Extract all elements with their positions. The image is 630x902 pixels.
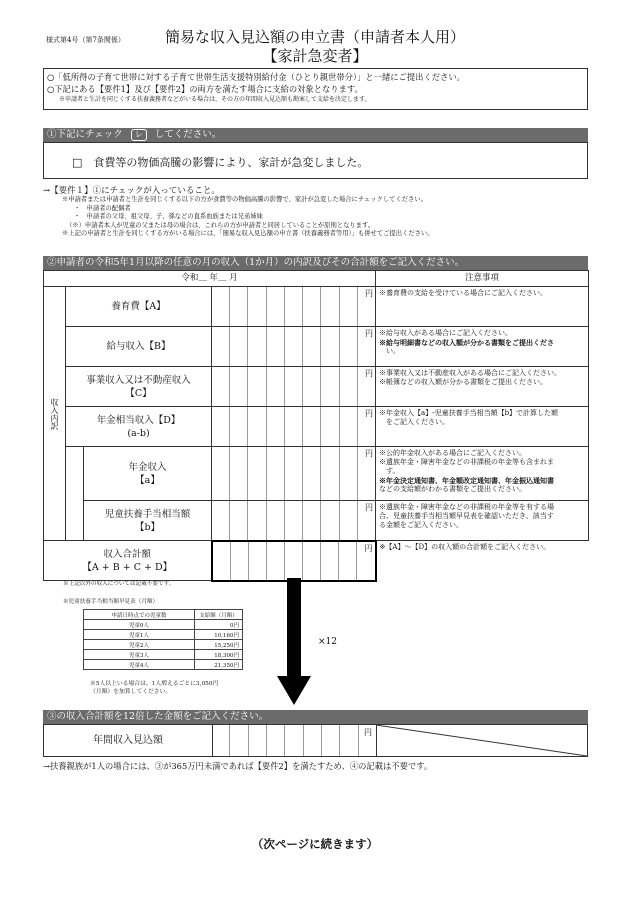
- intro-line-2: ○下記にある【要件1】及び【要件2】の両方を満たす場合に支給の対象となります。: [47, 84, 363, 94]
- section1-header-pre: ①下記にチェック: [47, 129, 123, 140]
- down-arrow-icon: [277, 578, 311, 706]
- section1-box: [43, 142, 588, 179]
- continued-label: （次ページに続きます）: [251, 837, 379, 851]
- row-business-notes: ※事業収入又は不動産収入がある場合にご記入ください。 ※帳簿などの収入額が分かる書類をご提出ください。: [376, 367, 589, 407]
- quick-table-header: 支給額（月額）: [195, 610, 243, 620]
- quick-table-note: ※5人以上いる場合は、1人増えるごとに3,050円 （月額）を加算してください。: [90, 681, 219, 695]
- row-business-amount[interactable]: 円: [212, 367, 376, 407]
- quick-table-cell: 児童2人: [84, 640, 195, 650]
- quick-table-cell: 15,250円: [195, 640, 243, 650]
- multiplier-label: ×12: [318, 637, 337, 647]
- row-alimony-notes: ※養育費の支給を受けている場合にご記入ください。: [376, 287, 589, 327]
- notes-column-header: 注意事項: [376, 271, 589, 287]
- section1-note: （※）申請者本人が児童の父または母の場合は、これらの方が申請者と同居していることが原則となります。: [66, 221, 375, 229]
- quick-table-cell: 10,160円: [195, 630, 243, 640]
- footnote-other-income: ※上記以外の収入については記載不要です。: [63, 581, 175, 587]
- row-salary-amount[interactable]: 円: [212, 327, 376, 367]
- section2-header: ②申請者の令和5年1月以降の任意の月の収入（1か月）の内訳及びその合計額をご記入ください。: [43, 256, 588, 270]
- intro-line-1: ○「低所得の子育て世帯に対する子育て世帯生活支援特別給付金（ひとり親世帯分）」と一緒にご提出ください。: [47, 72, 465, 82]
- row-business-label: 事業収入又は不動産収入 【C】: [66, 367, 212, 407]
- requirement-1: →【要件１】①にチェックが入っていること。: [43, 186, 220, 196]
- income-side-label: 収入内訳: [44, 287, 66, 541]
- check-mark-icon: レ: [131, 129, 147, 141]
- row-child-allowance-amount[interactable]: 円: [212, 501, 376, 541]
- child-allowance-quick-table: [83, 609, 243, 670]
- annual-income-box: [43, 724, 588, 757]
- row-total-label: 収入合計額 【A + B + C + D】: [44, 541, 212, 581]
- row-pension-equiv-label: 年金相当収入【D】 (a-b): [66, 407, 212, 447]
- quick-table-cell: 児童1人: [84, 630, 195, 640]
- section1-note: ・ 申請者の配偶者: [74, 204, 131, 212]
- row-pension-notes: ※公的年金収入がある場合にご記入ください。 ※遺族年金・障害年金などの非課税の年金等も含まれま す。 ※年金決定通知書、年金額改定通知書、年金振込通知書 などの支給額がわかる書類をご提出ください。: [376, 447, 589, 501]
- section3-header: ③の収入合計額を12倍した金額をご記入ください。: [43, 710, 588, 724]
- row-child-allowance-notes: ※遺族年金・障害年金などの非課税の年金等を有する場 合、児童扶養手当相当額早見表を確認いただき、該当す る金額をご記入ください。: [376, 501, 589, 541]
- row-pension-equiv-notes: ※年金収入【a】-児童扶養手当相当額【b】で計算した額 をご記入ください。: [376, 407, 589, 447]
- hardship-checkbox[interactable]: □ 食費等の物価高騰の影響により、家計が急変しました。: [72, 156, 369, 169]
- row-pension-label: 年金収入 【a】: [84, 447, 212, 501]
- annual-income-label: 年間収入見込額: [44, 725, 213, 756]
- strike-diagonal: [376, 725, 587, 756]
- section1-note: ・ 申請者の父母、祖父母、子、孫などの直系血族または兄弟姉妹: [74, 213, 263, 220]
- row-total-notes: ※【A】～【D】の収入額の合計額をご記入ください。: [376, 541, 589, 581]
- quick-table-header: 申請日時点での児童数: [84, 610, 195, 620]
- row-alimony-amount[interactable]: 円: [212, 287, 376, 327]
- quick-table-cell: 0円: [195, 620, 243, 630]
- quick-table-cell: 児童0人: [84, 620, 195, 630]
- section1-note: ※上記の申請者と生計を同じくする方がいる場合には、「簡易な収入見込額の申立書（扶養義務者等用）」も併せてご提出ください。: [62, 230, 434, 237]
- annual-income-yen: 円: [364, 728, 372, 737]
- page-subtitle: 【家計急変者】: [262, 47, 368, 65]
- row-pension-equiv-amount[interactable]: 円: [212, 407, 376, 447]
- row-child-allowance-label: 児童扶養手当相当額 【b】: [84, 501, 212, 541]
- page-title: 簡易な収入見込額の申立書（申請者本人用）: [164, 28, 465, 46]
- section1-header: [43, 128, 588, 142]
- section1-note: ※申請者または申請者と生計を同じくする以下の方が食費等の物価高騰の影響で、家計が急変した場合にチェックしてください。: [62, 196, 427, 203]
- section1-header-post: してください。: [154, 129, 222, 140]
- intro-box: [43, 68, 588, 110]
- row-alimony-label: 養育費【A】: [66, 287, 212, 327]
- annual-income-amount[interactable]: [212, 725, 377, 756]
- quick-table-cell: 児童4人: [84, 660, 195, 670]
- indent-cell: [66, 447, 84, 541]
- row-pension-amount[interactable]: 円: [212, 447, 376, 501]
- requirement-2: →扶養親族が1人の場合には、③が365万円未満であれば【要件2】を満たすため、④の記載は不要です。: [43, 761, 433, 771]
- quick-table-cell: 21,350円: [195, 660, 243, 670]
- row-salary-notes: ※給与収入がある場合にご記入ください。 ※給与明細書などの収入額が分かる書類をご提出くださ い。: [376, 327, 589, 367]
- quick-table-cell: 18,300円: [195, 650, 243, 660]
- quick-table-cell: 児童3人: [84, 650, 195, 660]
- section1-notes: [62, 196, 434, 239]
- period-label: 令和＿ 年＿ 月: [44, 271, 376, 287]
- row-total-amount[interactable]: 円: [212, 541, 376, 581]
- form-number: 様式第4号（第7条関係）: [46, 36, 125, 44]
- income-breakdown-table: [43, 270, 589, 582]
- row-salary-label: 給与収入【B】: [66, 327, 212, 367]
- quick-table-title: ※児童扶養手当相当額早見表（月額）: [63, 599, 159, 605]
- intro-line-3: ※申請者と生計を同じくする扶養義務者などがいる場合は、その方の年間収入見込額も勘案して支給を決定します。: [59, 96, 371, 103]
